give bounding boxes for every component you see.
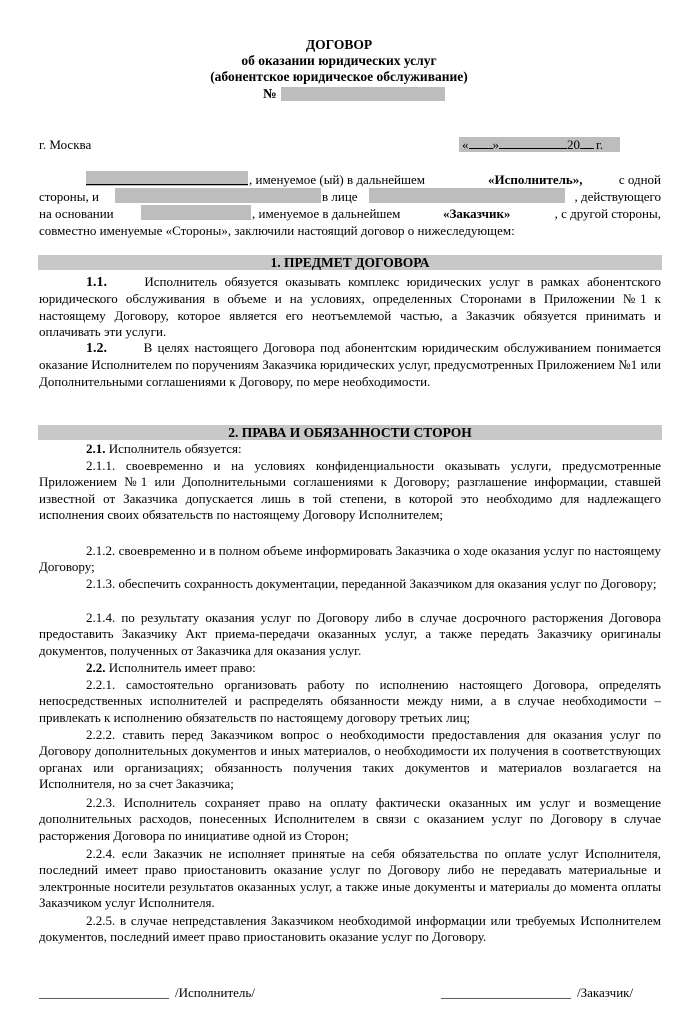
clause-1-1: 1.1. Исполнитель обязуется оказывать комплекс юридических услуг в рамках абонентского юридического обслуживания в объеме и на условиях, определенных Сторонами в Приложении №1 к настоящему Договору, которое является его неотъемлемой частью, а Заказчик обязуется принимать и оплачивать эти услуги. — [39, 274, 661, 339]
city: г. Москва — [39, 137, 92, 152]
clause-1-2: 1.2. В целях настоящего Договора под абонентским юридическим обслуживанием понимается оказание Исполнителем по поручениям Заказчика юридических услуг, предусмотренных Приложением №1 или Дополнительными соглашениями к Договору, по мере необходимости. — [39, 340, 662, 389]
clause-2-1-4: 2.1.4. по результату оказания услуг по Договору либо в случае досрочного расторжения Договора предоставить Заказчику Акт приема-передачи оказанных услуг, а также передать Заказчику оригиналы документов, полученных от Заказчика для оказания услуг. — [39, 610, 661, 658]
section-2-heading: 2. ПРАВА И ОБЯЗАННОСТИ СТОРОН — [38, 425, 662, 440]
contract-number-label: № — [263, 86, 277, 101]
section-1-heading: 1. ПРЕДМЕТ ДОГОВОРА — [38, 255, 662, 270]
contract-number-redacted — [281, 87, 445, 101]
document-subtitle-2: (абонентское юридическое обслуживание) — [210, 69, 468, 84]
clause-2-2: 2.2. Исполнитель имеет право: — [86, 660, 256, 675]
clause-2-2-3: 2.2.3. Исполнитель сохраняет право на оплату фактически оказанных им услуг и возмещение дополнительных расходов, понесенных Исполнителем в связи с оказанием услуг по Договору в случае расторжения Договора по инициативе одной из Сторон; — [39, 795, 661, 843]
executor-signature — [39, 985, 255, 1001]
clause-2-2-4: 2.2.4. если Заказчик не исполняет принятые на себя обязательства по оплате услуг Исполнителя, последний имеет право приостановить оказание услуг по Договору либо не передавать материальные и электронные носители результатов оказанных услуг, а также иные документы и материалы до момента оплаты Заказчиком услуг Исполнителя. — [39, 846, 661, 910]
document-title: ДОГОВОР — [305, 37, 373, 52]
preamble: , именуемое (ый) в дальнейшем «Исполнитель», с одной стороны, и в лице , действующего на основании , именуемое в дальнейшем «Заказчик» , с другой стороны, совместно именуемые «Стороны», заключили настоящий договор о нижеследующем: — [39, 172, 661, 238]
customer-signature-label: /Заказчик/ — [577, 985, 634, 1000]
document-subtitle: об оказании юридических услуг — [241, 53, 437, 68]
clause-2-1-2: 2.1.2. своевременно и в полном объеме информировать Заказчика о ходе оказания услуг по настоящему Договору; — [39, 543, 661, 575]
customer-signature-line: ____________________ — [441, 985, 571, 1000]
executor-signature-line: ____________________ — [39, 985, 169, 1000]
clause-2-2-1: 2.2.1. самостоятельно организовать работу по исполнению настоящего Договора, определять непосредственных исполнителей и распределять обязанности между ними, а в случае необходимости – привлекать к исполнению обязательств по настоящему договору третьих лиц; — [39, 677, 661, 725]
clause-2-2-2: 2.2.2. ставить перед Заказчиком вопрос о необходимости предоставления для оказания услуг по Договору дополнительных документов и иных материалов, о необходимости их получения в соответствующих органах или организациях; обязанность получения таких документов и материалов возлагается на Исполнителя, но за счет Заказчика; — [39, 727, 661, 791]
clause-2-2-5: 2.2.5. в случае непредставления Заказчиком необходимой информации или требуемых Исполнителем документов, последний имеет право приостановить оказание услуг по Договору. — [39, 913, 661, 945]
customer-signature — [441, 985, 633, 1001]
executor-signature-label: /Исполнитель/ — [175, 985, 255, 1000]
clause-2-1-1: 2.1.1. своевременно и на условиях конфиденциальности оказывать услуги, предусмотренные Приложением №1 или Дополнительными соглашениями к Договору; разглашение информации, ставшей известной от Заказчика допускается лишь в той степени, в которой это необходимо для надлежащего исполнения своих обязательств по настоящему Договору Исполнителем; — [39, 458, 661, 522]
date-line: « » 20 г. — [462, 137, 604, 152]
clause-2-1-3: 2.1.3. обеспечить сохранность документации, переданной Заказчиком для оказания услуг по Договору; — [86, 576, 657, 591]
clause-2-1: 2.1. Исполнитель обязуется: — [86, 441, 242, 456]
